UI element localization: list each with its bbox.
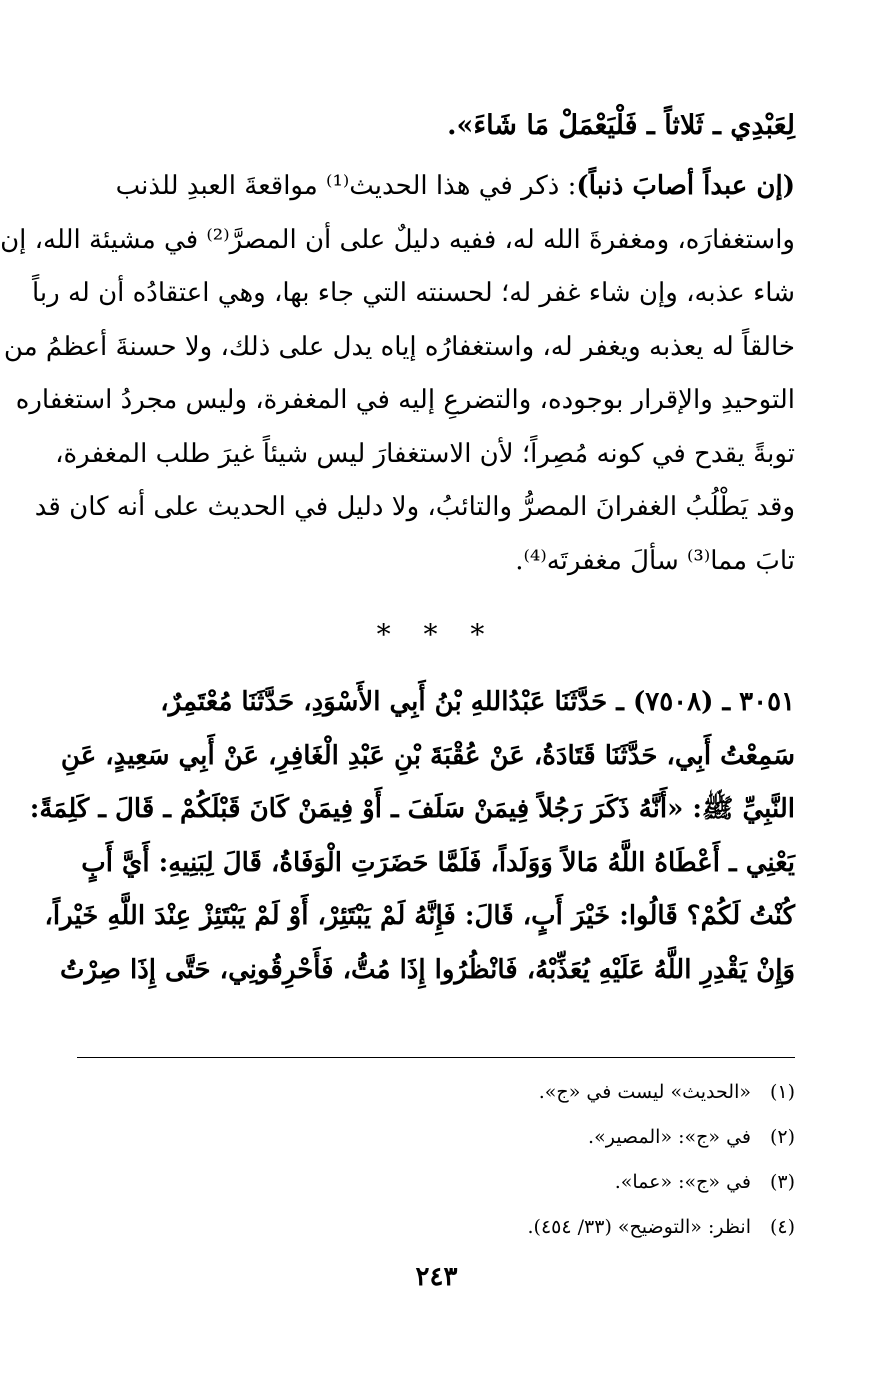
footnote-text: «الحديث» ليست في «ج». [538,1081,751,1103]
commentary-line-1: : ذكر في هذا الحديث⁽¹⁾ مواقعةَ العبدِ للذنب [115,171,577,201]
commentary-line-3: شاء عذبه، وإن شاء غفر له؛ لحسنته التي جاء بها، وهي اعتقادُه أن له رباً [31,278,795,308]
hadith-line-6: وَإِنْ يَقْدِرِ اللَّهُ عَلَيْهِ يُعَذِّبْهُ، فَانْظُرُوا إِذَا مُتُّ، فَأَحْرِقُونِي، حَتَّى إِذَا صِرْتُ [60,954,795,985]
footnote-number: (٤) [769,1216,795,1238]
text-line [78,160,795,214]
commentary-line-2: واستغفارَه، ومغفرةَ الله له، ففيه دليلٌ على أن المصرَّ⁽²⁾ في مشيئة الله، إن [0,224,795,255]
hadith-text [29,676,795,997]
footnotes [78,1070,795,1250]
commentary-line-7: وقد يَطْلُبُ الغفرانَ المصرُّ والتائبُ، ولا دليل في الحديث على أنه كان قد [34,492,795,522]
commentary-lead: (إن عبداً أصابَ ذنباً) [576,171,795,201]
commentary-paragraph [0,160,795,588]
footnote [78,1205,795,1250]
commentary-line-4: خالقاً له يعذبه ويغفر له، واستغفارُه إياه يدل على ذلك، ولا حسنةَ أعظمُ من [3,331,795,362]
footnote-text: انظر: «التوضيح» (٣٣/ ٤٥٤). [527,1216,751,1238]
hadith-line-5: كُنْتُ لَكُمْ؟ قَالُوا: خَيْرَ أَبٍ، قَالَ: فَإِنَّهُ لَمْ يَبْتَئِرْ، أَوْ لَمْ يَبْتَئِزْ عِنْدَ اللَّهِ خَيْراً، [44,901,795,931]
footnote [78,1160,795,1205]
hadith-line-2: سَمِعْتُ أَبِي، حَدَّثَنَا قَتَادَةُ، عَنْ عُقْبَةَ بْنِ عَبْدِ الْغَافِرِ، عَنْ أَبِي سَعِيدٍ، عَنِ [60,740,795,771]
hadith-line-4: يَعْنِي ـ أَعْطَاهُ اللَّهُ مَالاً وَوَلَداً، فَلَمَّا حَضَرَتِ الْوَفَاةُ، قَالَ لِبَنِيهِ: أَيَّ أَبٍ [81,847,795,878]
footnote [78,1070,795,1115]
commentary-line-8: تابَ مما⁽³⁾ سألَ مغفرتَه⁽⁴⁾. [515,545,795,576]
commentary-line-6: توبةً يقدح في كونه مُصِراً؛ لأن الاستغفارَ ليس شيئاً غيرَ طلب المغفرة، [55,438,795,469]
footnote-number: (١) [769,1081,795,1103]
section-separator: * * * [376,618,497,651]
footnote-text: في «ج»: «عما». [614,1171,751,1193]
hadith-line-1: ٣٠٥١ ـ (٧٥٠٨) ـ حَدَّثَنَا عَبْدُاللهِ بْنُ أَبِي الأَسْوَدِ، حَدَّثَنَا مُعْتَمِرٌ، [160,687,795,717]
hadith-line-3: النَّبِيِّ ﷺ: «أَنَّهُ ذَكَرَ رَجُلاً فِيمَنْ سَلَفَ ـ أَوْ فِيمَنْ كَانَ قَبْلَكُمْ ـ قَالَ ـ كَلِمَةً: [29,794,795,824]
continuation-line [78,96,795,156]
text-line: لِعَبْدِي ـ ثَلاثاً ـ فَلْيَعْمَلْ مَا شَاءَ». [447,110,795,141]
page-number: ٢٤٣ [415,1262,458,1292]
footnote-number: (٢) [769,1126,795,1148]
commentary-line-5: التوحيدِ والإقرار بوجوده، والتضرعِ إليه في المغفرة، وليس مجردُ استغفاره [15,385,795,415]
footnote-number: (٣) [769,1171,795,1193]
footnote [78,1115,795,1160]
footnote-divider [77,1057,795,1058]
footnote-text: في «ج»: «المصير». [588,1126,751,1148]
